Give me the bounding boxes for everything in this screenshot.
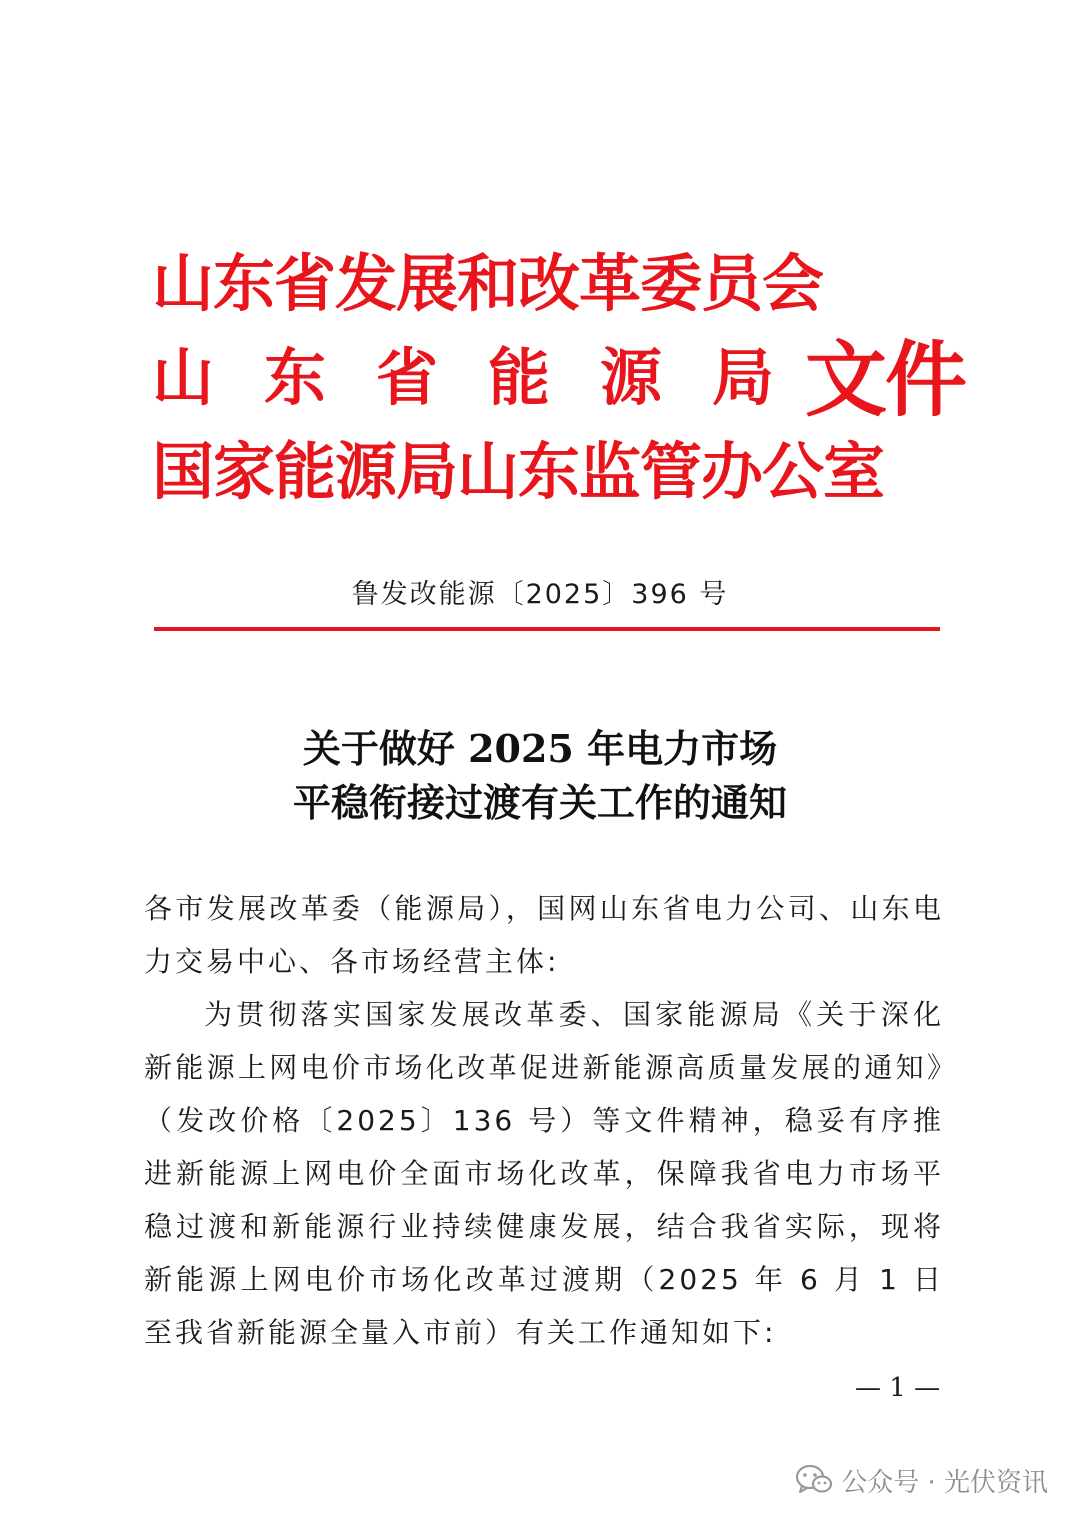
title-line-2: 平稳衔接过渡有关工作的通知 (292, 780, 787, 825)
watermark-text: 公众号 · 光伏资讯 (841, 1467, 1048, 1498)
document-number: 鲁发改能源〔2025〕396 号 (351, 579, 729, 610)
issuer-energy-bureau: 山东省能源局 (152, 341, 825, 414)
salutation: 各市发展改革委（能源局），国网山东省电力公司、山东电力交易中心、各市场经营主体: (144, 892, 944, 978)
wechat-icon (795, 1464, 833, 1496)
document-suffix: 文件 (805, 332, 966, 428)
title-line-1: 关于做好 2025 年电力市场 (302, 726, 778, 771)
red-divider (154, 627, 940, 631)
page-number: — 1 — (855, 1373, 941, 1403)
document-title (0, 722, 1080, 830)
issuer-ndrc: 山东省发展和改革委员会 (152, 247, 824, 320)
issuer-nea-office: 国家能源局山东监管办公室 (152, 435, 885, 508)
body-paragraph: 为贯彻落实国家发展改革委、国家能源局《关于深化新能源上网电价市场化改革促进新能源高质量发展的通知》（发改价格〔2025〕136 号）等文件精神，稳妥有序推进新能源上网电价全面市场化改革，保障我省电力市场平稳过渡和新能源行业持续健康发展，结合我省实际，现将新能源上网电价市场化改革过渡期（2025 年 6 月 1 日至我省新能源全量入市前）有关工作通知如下: (144, 998, 944, 1349)
document-body (144, 882, 944, 1359)
watermark (795, 1460, 1048, 1500)
